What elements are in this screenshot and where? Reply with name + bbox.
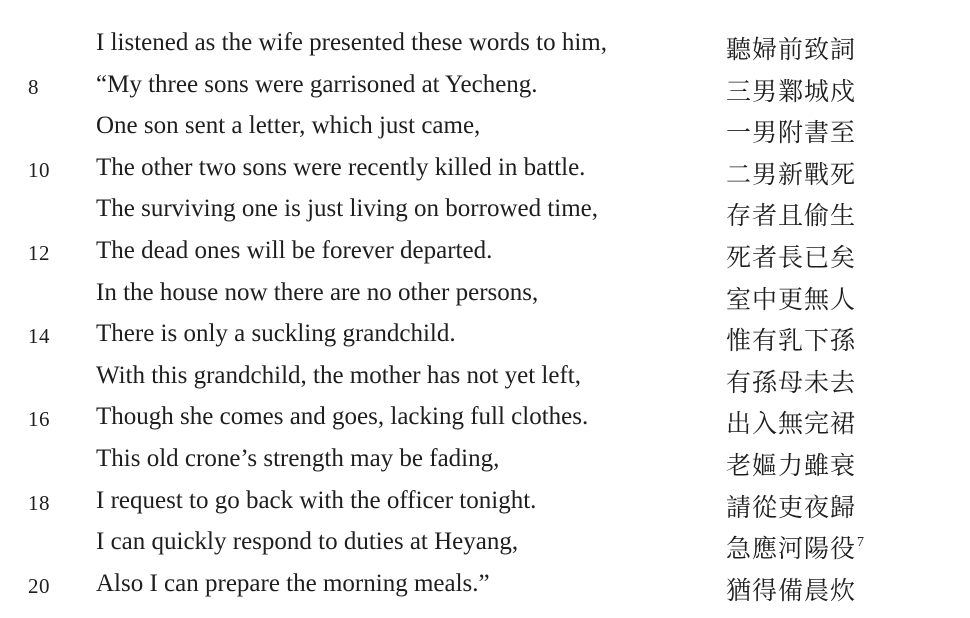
chinese-text: 二男新戰死 (726, 159, 857, 189)
poem-line (0, 69, 970, 111)
poem-line (0, 526, 970, 568)
line-number: 8 (28, 74, 39, 99)
chinese-text: 死者長已矣 (726, 242, 857, 272)
line-number: 18 (28, 490, 50, 515)
poem-line (0, 443, 970, 485)
poem-line (0, 193, 970, 235)
line-number: 12 (28, 240, 50, 265)
chinese-text: 一男附書至 (726, 118, 857, 148)
chinese-line (726, 155, 856, 191)
chinese-text: 請從吏夜歸 (726, 492, 857, 522)
poem-line (0, 360, 970, 402)
chinese-line (726, 446, 856, 482)
english-line: In the house now there are no other persons, (96, 278, 539, 306)
chinese-line (726, 30, 856, 66)
line-number: 14 (28, 324, 50, 349)
english-line: I listened as the wife presented these words to him, (96, 29, 607, 56)
chinese-line (726, 529, 865, 565)
english-line: The dead ones will be forever departed. (96, 236, 493, 264)
english-line: The other two sons were recently killed in battle. (96, 153, 586, 181)
poem-line (0, 27, 970, 69)
poem-line (0, 277, 970, 319)
english-line: “My three sons were garrisoned at Yecheng. (96, 70, 538, 98)
chinese-line (726, 72, 856, 108)
english-line: I request to go back with the officer tonight. (96, 486, 537, 514)
poem-line (0, 110, 970, 152)
footnote-marker[interactable]: 7 (857, 535, 866, 551)
chinese-line (726, 488, 856, 524)
poem-translation (0, 27, 970, 609)
chinese-text: 急應河陽役 (726, 534, 857, 564)
line-number: 16 (28, 407, 50, 432)
poem-line (0, 318, 970, 360)
poem-line (0, 235, 970, 277)
english-line: Also I can prepare the morning meals.” (96, 569, 490, 597)
english-line: One son sent a letter, which just came, (96, 112, 481, 140)
english-line: I can quickly respond to duties at Heyang, (96, 528, 519, 556)
chinese-line (726, 571, 856, 607)
chinese-line (726, 404, 856, 440)
chinese-text: 猶得備晨炊 (726, 575, 857, 605)
line-number: 10 (28, 157, 50, 182)
english-line: With this grandchild, the mother has not yet left, (96, 361, 581, 389)
chinese-text: 聽婦前致詞 (726, 35, 857, 64)
chinese-line (726, 321, 856, 357)
poem-line (0, 568, 970, 610)
english-line: Though she comes and goes, lacking full clothes. (96, 403, 589, 431)
english-line: The surviving one is just living on borrowed time, (96, 195, 599, 223)
chinese-text: 有孫母未去 (726, 367, 857, 397)
chinese-text: 出入無完裙 (726, 409, 857, 439)
english-line: This old crone’s strength may be fading, (96, 444, 500, 472)
chinese-line (726, 238, 856, 274)
chinese-text: 老嫗力雖衰 (726, 450, 857, 480)
poem-line (0, 152, 970, 194)
chinese-text: 三男鄴城戍 (726, 76, 857, 106)
english-line: There is only a suckling grandchild. (96, 320, 456, 348)
chinese-line (726, 363, 856, 399)
poem-line (0, 485, 970, 527)
chinese-text: 室中更無人 (726, 284, 857, 314)
poem-line (0, 401, 970, 443)
chinese-text: 存者且偷生 (726, 201, 857, 231)
chinese-line (726, 280, 856, 316)
chinese-line (726, 113, 856, 149)
line-number: 20 (28, 573, 50, 598)
chinese-line (726, 196, 856, 232)
chinese-text: 惟有乳下孫 (726, 326, 857, 356)
